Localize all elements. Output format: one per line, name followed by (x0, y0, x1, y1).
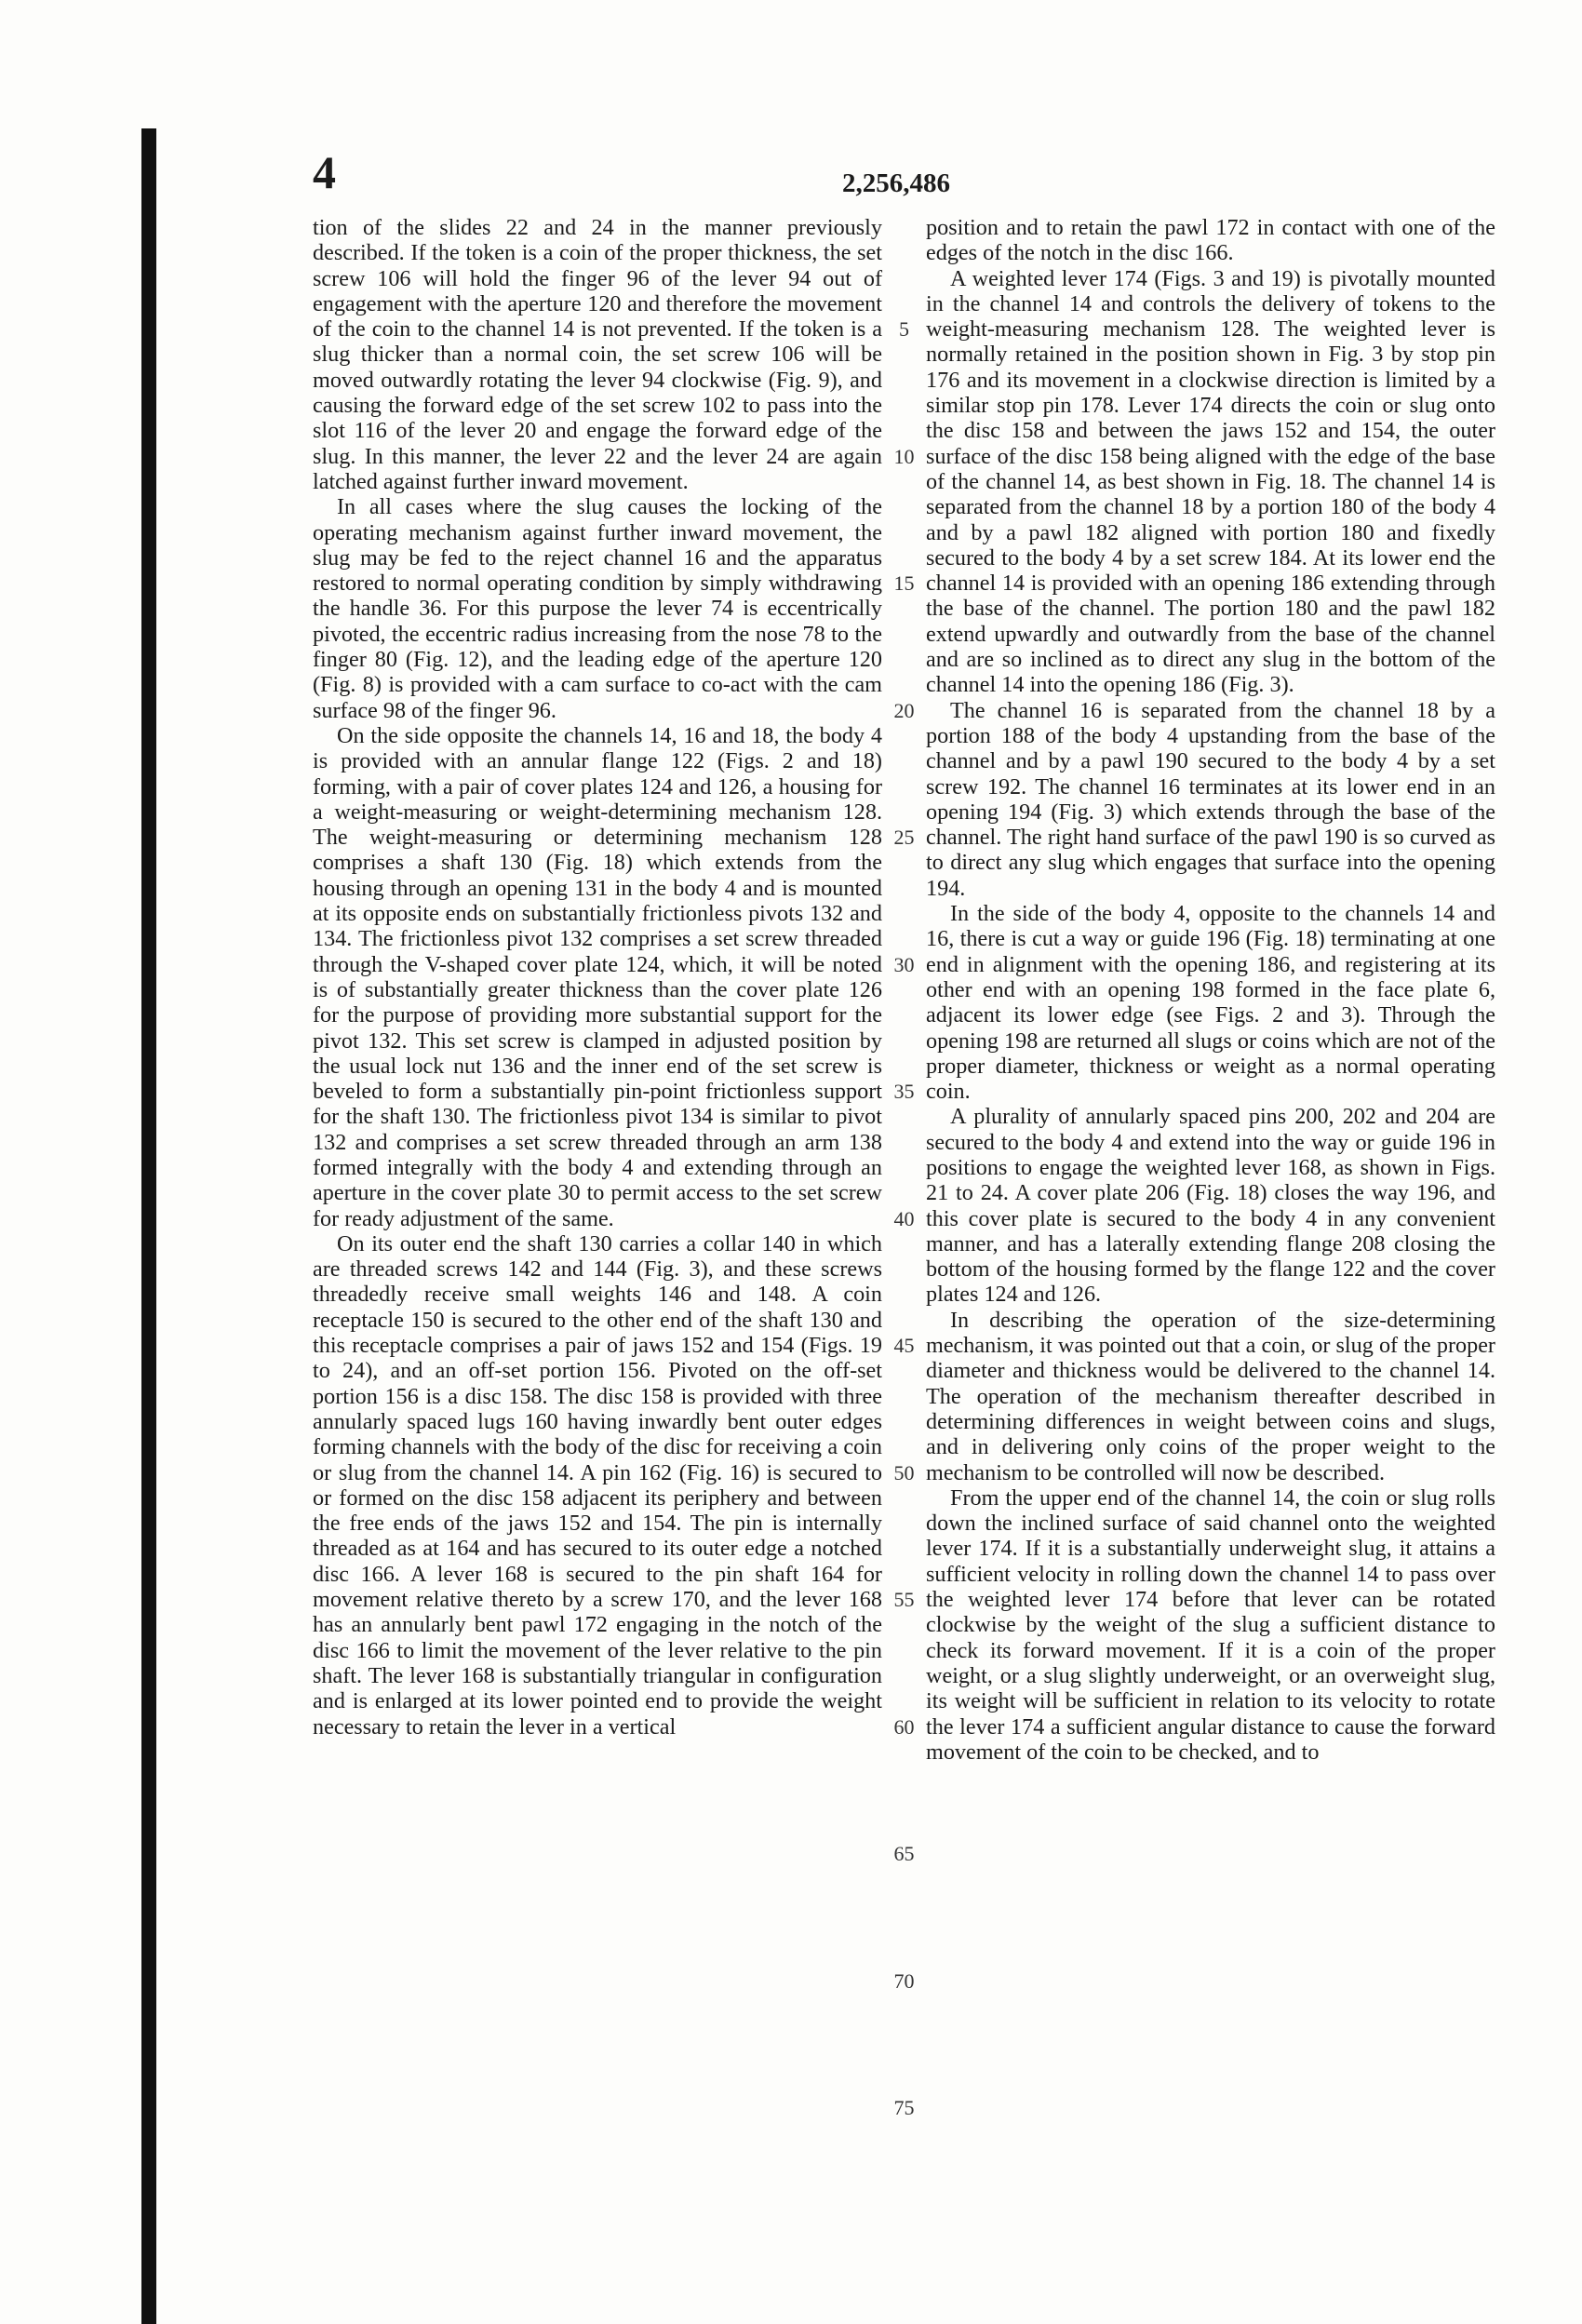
line-number: 20 (893, 699, 915, 722)
line-number: 5 (899, 317, 909, 341)
line-number: 70 (893, 1969, 915, 1993)
left-column (313, 215, 882, 1740)
page-number: 4 (313, 146, 336, 198)
line-number: 40 (893, 1207, 915, 1230)
line-number: 30 (893, 953, 915, 976)
line-number: 60 (893, 1715, 915, 1739)
line-number: 25 (893, 826, 915, 849)
paragraph: On its outer end the shaft 130 carries a collar 140 in which are threaded screws 142 and 144 (Fig. 3), and these screws threadedly receive small weights 146 and 148. A coin receptacle 150 is secured to the other end of the shaft 130 and this receptacle comprises a pair of jaws 152 and 154 (Figs. 19 to 24), and an off-set portion 156. Pivoted on the off-set portion 156 is a disc 158. The disc 158 is provided with three annularly spaced lugs 160 having inwardly bent outer edges forming channels with the body of the disc for receiving a coin or slug from the channel 14. A pin 162 (Fig. 16) is secured to or formed on the disc 158 adjacent its periphery and between the free ends of the jaws 152 and 154. The pin is internally threaded as at 164 and has secured to its outer edge a notched disc 166. A lever 168 is secured to the pin shaft 164 for movement relative thereto by a screw 170, and the lever 168 has an annularly bent pawl 172 engaging in the notch of the disc 166 to limit the movement of the lever relative to the pin shaft. The lever 168 is substantially triangular in configuration and is enlarged at its lower pointed end to provide the weight necessary to retain the lever in a vertical (313, 1230, 882, 1740)
line-number: 50 (893, 1461, 915, 1484)
paragraph: From the upper end of the channel 14, the coin or slug rolls down the inclined surface of said channel onto the weighted lever 174. If it is a substantially underweight slug, it attains a sufficient velocity in rolling down the channel 14 to pass over the weighted lever 174 before that lever can be rotated clockwise by the weight of the slug a sufficient distance to check its forward movement. If it is a coin of the proper weight, or a slug slightly underweight, or an overweight slug, its weight will be sufficient in relation to its velocity to rotate the lever 174 a sufficient angular distance to cause the forward movement of the coin to be checked, and to (926, 1484, 1495, 1765)
line-number: 75 (893, 2096, 915, 2119)
scan-edge-bar (141, 128, 156, 2324)
line-number: 15 (893, 571, 915, 595)
line-number: 55 (893, 1588, 915, 1611)
paragraph: A plurality of annularly spaced pins 200, 202 and 204 are secured to the body 4 and extend into the way or guide 196 in positions to engage the weighted lever 168, as shown in Figs. 21 to 24. A cover plate 206 (Fig. 18) closes the way 196, and this cover plate is secured to the body 4 in any convenient manner, and has a laterally extending flange 208 closing the bottom of the housing formed by the flange 122 and the cover plates 124 and 126. (926, 1104, 1495, 1308)
paragraph: The channel 16 is separated from the channel 18 by a portion 188 of the body 4 upstanding from the base of the channel and by a pawl 190 secured to the body 4 by a set screw 192. The channel 16 terminates at its lower end in an opening 194 (Fig. 3) which extends through the base of the channel. The right hand surface of the pawl 190 is so curved as to direct any slug which engages that surface into the opening 194. (926, 697, 1495, 901)
line-number: 35 (893, 1080, 915, 1103)
paragraph: In all cases where the slug causes the locking of the operating mechanism against further inward movement, the slug may be fed to the reject channel 16 and the apparatus restored to normal operating condition by simply withdrawing the handle 36. For this purpose the lever 74 is eccentrically pivoted, the eccentric radius increasing from the nose 78 to the finger 80 (Fig. 12), and the leading edge of the aperture 120 (Fig. 8) is provided with a cam surface to co-act with the cam surface 98 of the finger 96. (313, 494, 882, 723)
line-number: 10 (893, 445, 915, 468)
paragraph: position and to retain the pawl 172 in contact with one of the edges of the notch in the disc 166. (926, 215, 1495, 266)
paragraph: In describing the operation of the size-determining mechanism, it was pointed out that a coin, or slug of the proper diameter and thickness would be delivered to the channel 14. The operation of the mechanism thereafter described in determining differences in weight between coins and slugs, and in delivering only coins of the proper weight to the mechanism to be controlled will now be described. (926, 1307, 1495, 1485)
paragraph: A weighted lever 174 (Figs. 3 and 19) is pivotally mounted in the channel 14 and controls the delivery of tokens to the weight-measuring mechanism 128. The weighted lever is normally retained in the position shown in Fig. 3 by stop pin 176 and its movement in a clockwise direction is limited by a similar stop pin 178. Lever 174 directs the coin or slug onto the disc 158 and between the jaws 152 and 154, the outer surface of the disc 158 being aligned with the edge of the base of the channel 14, as best shown in Fig. 18. The channel 14 is separated from the channel 18 by a portion 180 of the body 4 and by a pawl 182 aligned with portion 180 and fixedly secured to the body 4 by a set screw 184. At its lower end the channel 14 is provided with an opening 186 extending through the base of the channel. The portion 180 and the pawl 182 extend upwardly and outwardly from the base of the channel and are so inclined as to direct any slug in the bottom of the channel 14 into the opening 186 (Fig. 3). (926, 265, 1495, 698)
paragraph: tion of the slides 22 and 24 in the manner previously described. If the token is a coin of the proper thickness, the set screw 106 will hold the finger 96 of the lever 94 out of engagement with the aperture 120 and therefore the movement of the coin to the channel 14 is not prevented. If the token is a slug thicker than a normal coin, the set screw 106 will be moved outwardly rotating the lever 94 clockwise (Fig. 9), and causing the forward edge of the set screw 102 to pass into the slot 116 of the lever 20 and engage the forward edge of the slug. In this manner, the lever 22 and the lever 24 are again latched against further inward movement. (313, 215, 882, 494)
line-number-gutter (882, 215, 926, 2263)
right-column (926, 215, 1495, 1765)
line-number: 65 (893, 1842, 915, 1865)
patent-number: 2,256,486 (842, 168, 950, 198)
line-number: 45 (893, 1334, 915, 1357)
paragraph: On the side opposite the channels 14, 16 and 18, the body 4 is provided with an annular flange 122 (Figs. 2 and 18) forming, with a pair of cover plates 124 and 126, a housing for a weight-measuring or weight-determining mechanism 128. The weight-measuring or determining mechanism 128 comprises a shaft 130 (Fig. 18) which extends from the housing through an opening 131 in the body 4 and is mounted at its opposite ends on substantially frictionless pivots 132 and 134. The frictionless pivot 132 comprises a set screw threaded through the V-shaped cover plate 124, which, it will be noted is of substantially greater thickness than the cover plate 126 for the purpose of providing more substantial support for the pivot 132. This set screw is clamped in adjusted position by the usual lock nut 136 and the inner end of the set screw is beveled to form a substantially pin-point frictionless support for the shaft 130. The frictionless pivot 134 is similar to pivot 132 and comprises a set screw threaded through an arm 138 formed integrally with the body 4 and extending through an aperture in the cover plate 30 to permit access to the set screw for ready adjustment of the same. (313, 722, 882, 1231)
paragraph: In the side of the body 4, opposite to the channels 14 and 16, there is cut a way or guide 196 (Fig. 18) terminating at one end in alignment with the opening 186, and registering at its other end with an opening 198 formed in the face plate 6, adjacent its lower edge (see Figs. 2 and 3). Through the opening 198 are returned all slugs or coins which are not of the proper diameter, thickness or weight as a normal operating coin. (926, 901, 1495, 1105)
